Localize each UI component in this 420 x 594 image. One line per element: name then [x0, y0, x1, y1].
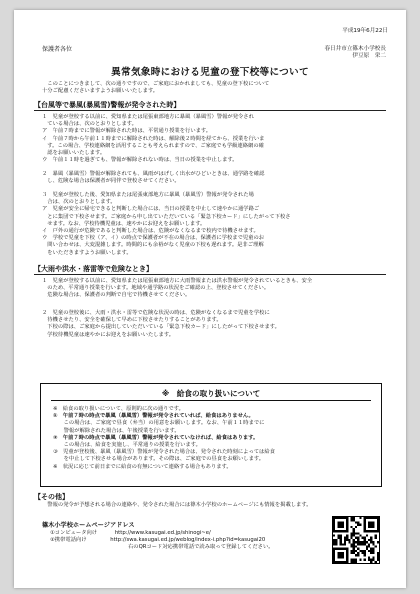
section-heading-other: 【その他】 [34, 493, 69, 501]
homepage-row-label: ①コンピュータ向け [50, 530, 98, 536]
section-heading-typhoon: 【台風等で暴風(暴風雪)警報が発令された時】 [34, 101, 181, 109]
sender-name: 伊豆原 栄二 [352, 53, 386, 59]
document-date: 平成19年6月22日 [342, 28, 388, 34]
lunch-notice-body [53, 406, 373, 471]
text-line: ② 午前７時の時点で暴風（暴風雪）警報が発令されていなければ、給食はあります。 [53, 434, 259, 441]
text-line: イ 戸外の通行が危険であると判断した場合は、危険がなくなるまで校内で待機させます。 [42, 228, 259, 235]
text-line: １ 児童が登校する以前に、愛知県または尾張東部地方に大雨警報または洪水警報が発令されているときも、安全 [42, 278, 313, 284]
text-line: この場合は、ご家庭で昼食（弁当）の用意をお願いします。なお、午前１１時までに [53, 420, 265, 427]
typhoon-item-2 [42, 171, 387, 185]
text-line: 認をお願いいたします。 [42, 150, 106, 157]
text-line: 待機させたり、安全を確保して早めに下校させたりすることがあります。 [42, 317, 222, 324]
text-line: をいただきますようお願いします。 [42, 249, 132, 256]
text-line: ア 午前７時までに警報が解除された時は、平常通り授業を行います。 [42, 128, 212, 135]
document-title: 異常気象時における児童の登下校等について [111, 67, 309, 78]
intro-line: 十分ご配慮くださいますようお願いいたします。 [42, 88, 159, 95]
text-line: 危険な場合は、保護者の判断で自宅で待機させてください。 [42, 292, 191, 299]
rain-item-1 [42, 278, 387, 300]
document-page [14, 10, 406, 588]
text-line: ※ 状況に応じて前日までに給食の有無について連絡する場合もあります。 [53, 463, 232, 470]
text-line: ウ 学校で児童を下校（ア、イ）の時点で保護者が不在の場合は、保護者に学校まで児童のお [42, 235, 265, 242]
qr-code-image [332, 516, 380, 564]
intro-paragraph [42, 81, 387, 95]
other-text: 警報の発令が予想される場合の連絡や、発令された場合には篠木小学校のホームページにも情報を掲載します。 [42, 502, 312, 508]
text-line: ※ 給食の取り扱いについて、原則的に次の通りです。 [53, 406, 184, 412]
lunch-title-divider [51, 400, 371, 401]
lunch-notice-box [40, 383, 382, 487]
homepage-link-mobile[interactable]: http://swa.kasugai.ed.jp/weblog/index-i.php?id=kasugai20 [110, 537, 266, 544]
text-line: し、危険な場合は保護者が同伴で登校させてください。 [42, 178, 180, 185]
intro-line: このことにつきまして、次の通りですので、ご家庭におかれましても、児童の登下校について [42, 81, 270, 87]
sender-block [324, 46, 386, 60]
homepage-link-pc[interactable]: http://www.kasugai.ed.jp/shinogi~e/ [114, 530, 211, 536]
section-divider [34, 274, 386, 275]
text-line: ウ 午前１１時を過ぎても、警報が解除されない時は、当日の授業を中止します。 [42, 157, 238, 164]
typhoon-item-1 [42, 114, 387, 164]
section-divider [34, 110, 386, 111]
homepage-row-label: ②携帯電話向け [50, 537, 87, 544]
text-line: 問い合わせは、大変混雑します。時間的にも余裕がなく児童の下校も遅れます。是非ご理解 [42, 242, 264, 249]
text-line: ２ 暴風（暴風雪）警報が解除されても、風雨がはげしく出水がひどいときは、通学路を確認 [42, 171, 265, 177]
homepage-title: 篠木小学校ホームページアドレス [42, 522, 135, 529]
homepage-links [50, 530, 300, 552]
text-line: す。この場合、学校連絡網を活用することも考えられますので、ご家庭でも学級連絡網の確 [42, 142, 264, 149]
addressee: 保護者各位 [42, 46, 73, 53]
text-line: のため、平常通り授業を行います。地域や通学路の状況をご確認の上、登校させてください。 [42, 285, 270, 292]
text-line: 合は、次のとおりとします。 [42, 199, 116, 206]
text-line: 警報が解除された場合は、午後授業を行います。 [53, 427, 180, 434]
sender-school: 春日井市立篠木小学校長 [324, 46, 386, 52]
text-line: 学校待機児童は速やかにお迎えをお願いいたします。 [42, 331, 174, 338]
qr-note: 右のQRコード対応携帯電話で読み取って登録してください。 [128, 544, 274, 551]
text-line: 下校の際は、ご家庭から提出していただいている「緊急下校カード」にしたがって下校させます。 [42, 324, 280, 331]
text-line: ア 児童が安全に帰宅できると判断した場合には、当日の授業を中止して速やかに通学路ご [42, 206, 260, 213]
lunch-notice-title: ※ 給食の取り扱いについて [161, 389, 261, 398]
text-line: ２ 児童の登校後に、大雨・洪水・雷等で危険な状況の時は、危険がなくなるまで児童を学校に [42, 310, 270, 316]
text-line: １ 児童が登校する以前に、愛知県または尾張東部地方に暴風（暴風雪）警報が発令され [42, 114, 254, 120]
homepage-row-qr-note [50, 544, 300, 551]
rain-item-2 [42, 310, 387, 339]
text-line: ３ 児童が登校した後、愛知県または尾張東部地方に暴風（暴風雪）警報が発令された場 [42, 192, 254, 198]
text-line: ③ 児童が登校後、暴風（暴風雪）警報が発令された場合は、発令された時刻によっては給食 [53, 449, 275, 456]
text-line: イ 午前７時から午前１１時までに解除された時は、解除後２時間を経てから、授業を行いま [42, 135, 265, 142]
text-line: ている場合は、次のとおりとします。 [42, 121, 137, 128]
section-heading-heavy-rain: 【大雨や洪水・落雷等で危険なとき】 [34, 265, 153, 273]
typhoon-item-3 [42, 192, 387, 257]
text-line: せます。なお、学校待機児童は、速やかにお迎えをお願いします。 [42, 220, 206, 227]
text-line: この場合は、給食を実施し、平常通りの授業を行います。 [53, 442, 201, 449]
text-line: ① 午前７時の時点で暴風（暴風雪）警報が発令されていれば、給食はありません。 [53, 413, 254, 420]
text-line: を中止して下校させる場合があります。その際は、ご家庭での昼食をお願いします。 [53, 456, 265, 463]
text-line: とに集団で下校させます。ご家庭から申し出ていただいている「緊急下校カード」にしたがって下校さ [42, 213, 291, 220]
